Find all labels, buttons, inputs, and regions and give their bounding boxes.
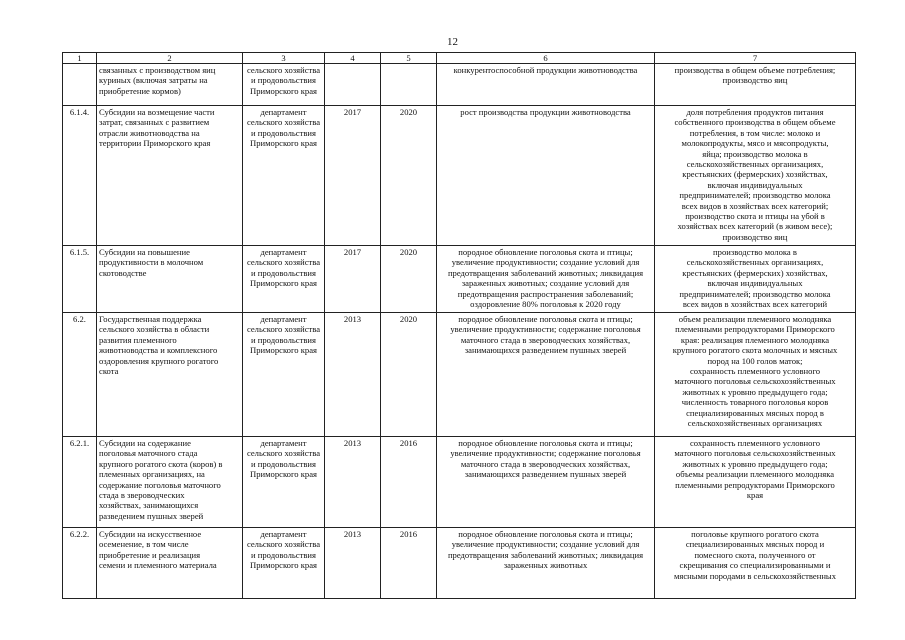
- executor-line: департамент: [260, 438, 307, 448]
- executor-cell: [243, 64, 325, 106]
- start-year-cell: 2013: [325, 437, 381, 528]
- measure-name-line: приобретение и реализация: [99, 549, 201, 560]
- expected-result-line: увеличение продуктивности; создание условий для: [451, 257, 640, 268]
- start-year-cell: 2017: [325, 106, 381, 246]
- indicator-line: объем реализации племенного молодняка: [678, 314, 832, 324]
- indicator-line: сельскохозяйственных организациях,: [686, 159, 824, 170]
- indicator-line: специализированных мясных пород и: [685, 539, 825, 550]
- measure-name-line: продуктивности в молочном: [99, 257, 204, 268]
- indicator-line: крупного рогатого скота молочных и мясных: [672, 345, 838, 356]
- indicator-line: объемы реализации племенного молодняка: [675, 469, 835, 480]
- executor-cell: [243, 437, 325, 528]
- executor-line: Приморского края: [250, 278, 317, 289]
- indicator-line: яйца; производство молока в: [702, 148, 808, 159]
- executor-cell: [243, 246, 325, 313]
- indicator-line: маточного поголовья сельскохозяйственных: [674, 376, 836, 387]
- expected-result-cell: [437, 437, 655, 528]
- indicator-line: пород на 100 голов маток;: [707, 355, 803, 366]
- executor-line: и продовольствия: [251, 75, 316, 86]
- indicator-line: поголовье крупного рогатого скота: [691, 529, 819, 539]
- executor-line: Приморского края: [250, 560, 317, 571]
- end-year-cell: 2020: [381, 313, 437, 437]
- page-number: 12: [447, 36, 458, 48]
- indicator-cell: [655, 528, 856, 599]
- expected-result-line: породное обновление поголовья скота и птицы;: [458, 529, 633, 539]
- indicator-line: специализированных мясных пород в: [686, 407, 824, 418]
- expected-result-line: увеличение продуктивности; создание условий для: [451, 539, 640, 550]
- start-year-cell: [325, 64, 381, 106]
- measure-name-line: разведением пушных зверей: [99, 510, 204, 521]
- table-row: [63, 437, 856, 528]
- executor-line: и продовольствия: [251, 458, 316, 469]
- indicator-line: животных к уровню предыдущего года;: [682, 386, 828, 397]
- executor-line: департамент: [260, 107, 307, 117]
- expected-result-line: конкурентоспособной продукции животноводства: [453, 65, 638, 75]
- indicator-line: численность товарного поголовья коров: [681, 397, 829, 408]
- expected-result-cell: [437, 106, 655, 246]
- measure-name-line: Государственная поддержка: [99, 314, 202, 324]
- start-year-cell: 2013: [325, 313, 381, 437]
- column-header-2: 2: [97, 53, 243, 64]
- start-year-cell: 2017: [325, 246, 381, 313]
- measure-name-line: сельского хозяйства в области: [99, 324, 210, 335]
- measure-name-line: поголовья маточного стада: [99, 448, 198, 459]
- executor-line: Приморского края: [250, 138, 317, 149]
- measure-name-line: Субсидии на повышение: [99, 247, 190, 257]
- executor-line: департамент: [260, 247, 307, 257]
- expected-result-line: занимающихся разведением пушных зверей: [464, 469, 627, 480]
- indicator-cell: [655, 106, 856, 246]
- executor-line: сельского хозяйства: [246, 117, 321, 128]
- measure-name-line: территории Приморского края: [99, 138, 211, 149]
- indicator-line: сельскохозяйственных организациях,: [686, 257, 824, 268]
- indicator-line: сохранность племенного условного: [689, 366, 821, 377]
- indicator-line: включая индивидуальных: [707, 179, 803, 190]
- executor-line: и продовольствия: [251, 334, 316, 345]
- expected-result-line: зараженных животных: [503, 560, 588, 571]
- table-row: [63, 313, 856, 437]
- expected-result-line: увеличение продуктивности; содержание поголовья: [450, 324, 641, 335]
- measure-name-line: Субсидии на содержание: [99, 438, 191, 448]
- table-row: [63, 106, 856, 246]
- expected-result-cell: [437, 64, 655, 106]
- executor-line: и продовольствия: [251, 549, 316, 560]
- row-number-cell: 6.2.: [63, 313, 97, 437]
- indicator-line: производство яиц: [722, 75, 788, 86]
- column-header-3: 3: [243, 53, 325, 64]
- indicator-line: производство яиц: [722, 231, 788, 242]
- measure-name-line: стада в звероводческих: [99, 490, 185, 501]
- indicator-line: всех видов в хозяйствах всех категорий;: [681, 200, 829, 211]
- measure-name-line: оздоровления крупного рогатого: [99, 355, 219, 366]
- indicator-line: включая индивидуальных: [707, 278, 803, 289]
- executor-cell: [243, 106, 325, 246]
- expected-result-line: предотвращения заболеваний животных; ликвидация: [447, 267, 644, 278]
- measure-name-line: семени и племенного материала: [99, 560, 217, 571]
- executor-line: Приморского края: [250, 85, 317, 96]
- executor-cell: [243, 313, 325, 437]
- expected-result-line: предотвращения распространения заболеваний;: [457, 288, 634, 299]
- indicator-cell: [655, 313, 856, 437]
- table-row: [63, 64, 856, 106]
- indicator-line: племенными репродукторами Приморского: [675, 479, 835, 490]
- measure-name-line: племенных организациях, на: [99, 469, 205, 480]
- executor-line: сельского хозяйства: [246, 65, 321, 75]
- measure-name-cell: [97, 246, 243, 313]
- indicator-line: производство молока в: [713, 247, 797, 257]
- executor-line: сельского хозяйства: [246, 539, 321, 550]
- measure-name-cell: [97, 313, 243, 437]
- expected-result-cell: [437, 313, 655, 437]
- indicator-line: молокопродукты, мясо и мясопродукты,: [681, 138, 829, 149]
- table-row: [63, 246, 856, 313]
- executor-line: департамент: [260, 529, 307, 539]
- executor-line: и продовольствия: [251, 127, 316, 138]
- executor-line: сельского хозяйства: [246, 448, 321, 459]
- table-body: [63, 64, 856, 599]
- end-year-cell: [381, 64, 437, 106]
- indicator-line: помесного скота, полученного от: [694, 549, 816, 560]
- indicator-line: предпринимателей; производство молока: [679, 190, 831, 201]
- indicator-line: маточного поголовья сельскохозяйственных: [674, 448, 836, 459]
- expected-result-line: рост производства продукции животноводства: [460, 107, 631, 117]
- indicator-line: производство скота и птицы на убой в: [685, 211, 825, 222]
- expected-result-line: оздоровление 80% поголовья к 2020 году: [470, 299, 621, 310]
- measure-name-cell: [97, 437, 243, 528]
- column-header-4: 4: [325, 53, 381, 64]
- indicator-line: предпринимателей; производство молока: [679, 288, 831, 299]
- expected-result-line: предотвращения заболеваний животных; ликвидация: [447, 549, 644, 560]
- indicator-line: сельскохозяйственных организациях: [687, 418, 823, 429]
- measure-name-line: отрасли животноводства на: [99, 127, 200, 138]
- end-year-cell: 2016: [381, 528, 437, 599]
- indicator-line: крестьянских (фермерских) хозяйствах,: [682, 267, 828, 278]
- table-row: [63, 528, 856, 599]
- measure-name-line: приобретение кормов): [99, 85, 181, 96]
- executor-line: департамент: [260, 314, 307, 324]
- row-number-cell: 6.1.5.: [63, 246, 97, 313]
- measure-name-line: хозяйствах, занимающихся: [99, 500, 199, 511]
- expected-result-line: породное обновление поголовья скота и птицы;: [458, 314, 633, 324]
- indicator-line: хозяйствах всех категорий (в живом весе);: [677, 221, 833, 232]
- column-header-5: 5: [381, 53, 437, 64]
- indicator-cell: [655, 64, 856, 106]
- measure-name-line: крупного рогатого скота (коров) в: [99, 458, 223, 469]
- expected-result-line: увеличение продуктивности; содержание поголовья: [450, 448, 641, 459]
- indicator-cell: [655, 437, 856, 528]
- header-row: [63, 53, 856, 64]
- executor-line: и продовольствия: [251, 267, 316, 278]
- measure-name-line: животноводства и комплексного: [99, 345, 218, 356]
- indicator-line: всех видов в хозяйствах всех категорий: [682, 299, 828, 310]
- indicator-cell: [655, 246, 856, 313]
- measure-name-line: осеменение, в том числе: [99, 539, 189, 550]
- end-year-cell: 2020: [381, 106, 437, 246]
- expected-result-cell: [437, 528, 655, 599]
- indicator-line: скрещивания со специализированными и: [679, 560, 831, 571]
- column-header-1: 1: [63, 53, 97, 64]
- measure-name-line: скота: [99, 366, 119, 377]
- row-number-cell: [63, 64, 97, 106]
- expected-result-line: породное обновление поголовья скота и птицы;: [458, 438, 633, 448]
- indicator-line: потребления, в том числе: молоко и: [689, 127, 821, 138]
- end-year-cell: 2016: [381, 437, 437, 528]
- measure-name-cell: [97, 64, 243, 106]
- expected-result-line: породное обновление поголовья скота и птицы;: [458, 247, 633, 257]
- indicator-line: края: реализация племенного молодняка: [680, 334, 830, 345]
- column-header-7: 7: [655, 53, 856, 64]
- row-number-cell: 6.1.4.: [63, 106, 97, 246]
- executor-line: Приморского края: [250, 345, 317, 356]
- row-number-cell: 6.2.2.: [63, 528, 97, 599]
- measure-name-line: связанных с производством яиц: [99, 65, 216, 75]
- row-number-cell: 6.2.1.: [63, 437, 97, 528]
- executor-line: сельского хозяйства: [246, 324, 321, 335]
- measure-name-line: скотоводстве: [99, 267, 147, 278]
- measure-name-line: Субсидии на возмещение части: [99, 107, 215, 117]
- measure-name-line: содержание поголовья маточного: [99, 479, 221, 490]
- measure-name-line: Субсидии на искусственное: [99, 529, 202, 539]
- program-table: [62, 52, 856, 599]
- indicator-line: собственного производства в общем объеме: [674, 117, 836, 128]
- executor-cell: [243, 528, 325, 599]
- measure-name-cell: [97, 106, 243, 246]
- expected-result-cell: [437, 246, 655, 313]
- measure-name-cell: [97, 528, 243, 599]
- expected-result-line: занимающихся разведением пушных зверей: [464, 345, 627, 356]
- start-year-cell: 2013: [325, 528, 381, 599]
- indicator-line: сохранность племенного условного: [689, 438, 821, 448]
- expected-result-line: маточного стада в звероводческих хозяйствах,: [460, 458, 631, 469]
- executor-line: сельского хозяйства: [246, 257, 321, 268]
- indicator-line: мясными породами в сельскохозяйственных: [673, 570, 837, 581]
- measure-name-line: куриных (включая затраты на: [99, 75, 208, 86]
- expected-result-line: зараженных животных; создание условий для: [461, 278, 630, 289]
- indicator-line: животных к уровню предыдущего года;: [682, 458, 828, 469]
- indicator-line: племенными репродукторами Приморского: [675, 324, 835, 335]
- end-year-cell: 2020: [381, 246, 437, 313]
- indicator-line: крестьянских (фермерских) хозяйствах,: [682, 169, 828, 180]
- measure-name-line: развития племенного: [99, 334, 177, 345]
- indicator-line: доля потребления продуктов питания: [686, 107, 824, 117]
- executor-line: Приморского края: [250, 469, 317, 480]
- measure-name-line: затрат, связанных с развитием: [99, 117, 210, 128]
- column-header-6: 6: [437, 53, 655, 64]
- indicator-line: края: [746, 490, 764, 501]
- expected-result-line: маточного стада в звероводческих хозяйствах,: [460, 334, 631, 345]
- indicator-line: производства в общем объеме потребления;: [674, 65, 836, 75]
